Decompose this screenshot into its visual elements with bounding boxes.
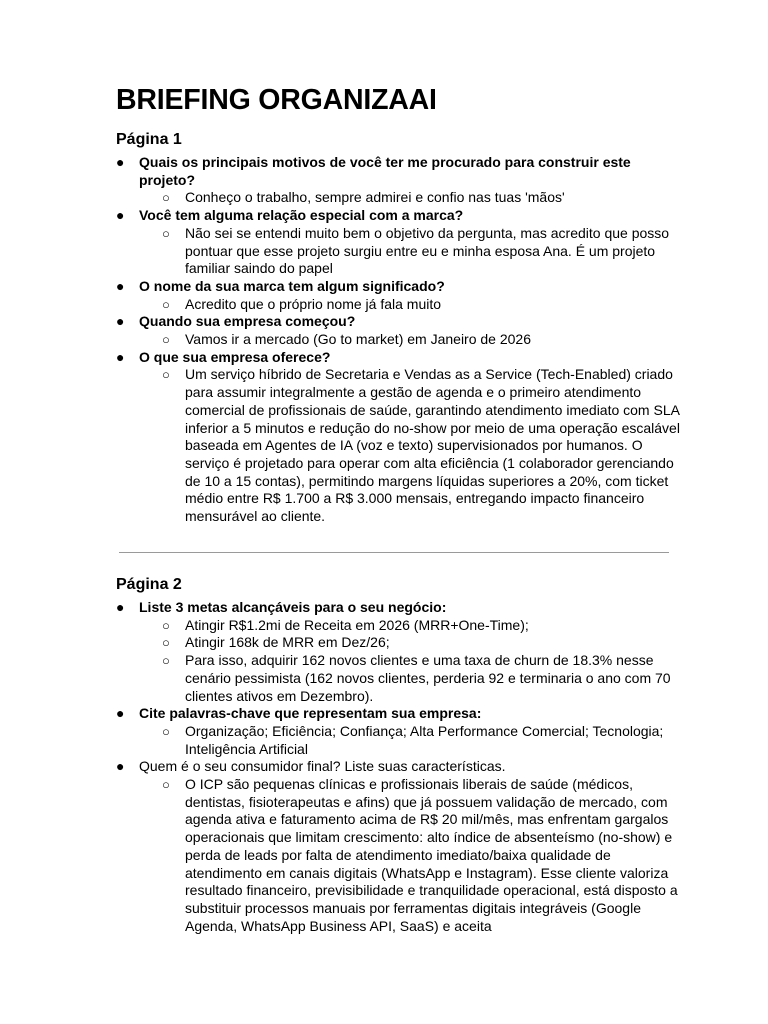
answer-item	[139, 189, 686, 207]
bullet-circle-icon: ○	[162, 617, 170, 633]
answer-list	[139, 617, 686, 706]
answer-list	[139, 331, 686, 349]
answer-list	[139, 189, 686, 207]
answer-text: Atingir R$1.2mi de Receita em 2026 (MRR+One-Time);	[185, 616, 529, 633]
bullet-dot-icon: ●	[116, 348, 125, 365]
question-list	[116, 599, 686, 935]
question-item	[116, 207, 686, 278]
answer-item	[139, 723, 686, 758]
answer-list	[139, 225, 686, 278]
answer-text: O ICP são pequenas clínicas e profissionais liberais de saúde (médicos, dentistas, fisioterapeutas e afins) que já possuem validação de mercado, com agenda ativa e faturamento acima de R$ 20 mil/mês, mas enfrentam gargalos operacionais que limitam crescimento: alto índice de absenteísmo (no-show) e perda de leads por falta de atendimento imediato/baixa qualidade de atendimento em canais digitais (WhatsApp e Instagram). Esse cliente valoriza resultado financeiro, previsibilidade e tranquilidade operacional, está disposto a substituir processos manuais por ferramentas digitais integráveis (Google Agenda, WhatsApp Business API, SaaS) e aceita	[185, 776, 678, 934]
answer-item	[139, 331, 686, 349]
answer-text: Organização; Eficiência; Confiança; Alta Performance Comercial; Tecnologia; Inteligência Artificial	[185, 722, 664, 757]
question-item	[116, 599, 686, 705]
question-text: Quem é o seu consumidor final? Liste suas características.	[139, 758, 506, 775]
question-text: Quais os principais motivos de você ter me procurado para construir este projeto?	[139, 154, 631, 188]
answer-list	[139, 723, 686, 758]
bullet-circle-icon: ○	[162, 367, 170, 383]
question-item	[116, 154, 686, 207]
question-text: O que sua empresa oferece?	[139, 348, 331, 365]
answer-text: Conheço o trabalho, sempre admirei e confio nas tuas 'mãos'	[185, 189, 565, 206]
answer-item	[139, 634, 686, 652]
answer-text: Não sei se entendi muito bem o objetivo da pergunta, mas acredito que posso pontuar que esse projeto surgiu entre eu e minha esposa Ana. É um projeto familiar saindo do papel	[185, 224, 670, 277]
question-item	[116, 349, 686, 526]
answer-item	[139, 225, 686, 278]
bullet-circle-icon: ○	[162, 296, 170, 312]
bullet-circle-icon: ○	[162, 777, 170, 793]
page-2-section	[116, 599, 686, 935]
bullet-dot-icon: ●	[116, 313, 125, 330]
page-divider	[119, 552, 669, 553]
bullet-dot-icon: ●	[116, 154, 125, 170]
answer-text: Para isso, adquirir 162 novos clientes e uma taxa de churn de 18.3% nesse cenário pessimista (162 novos clientes, perderia 92 e terminaria o ano com 70 clientes ativos em Dezembro).	[185, 652, 671, 704]
bullet-circle-icon: ○	[162, 332, 170, 348]
question-text: Quando sua empresa começou?	[139, 313, 356, 330]
answer-text: Acredito que o próprio nome já fala muito	[185, 295, 442, 312]
answer-item	[139, 296, 686, 314]
question-text: O nome da sua marca tem algum significado?	[139, 277, 445, 294]
answer-list	[139, 366, 686, 525]
bullet-circle-icon: ○	[162, 635, 170, 651]
answer-list	[139, 296, 686, 314]
bullet-circle-icon: ○	[162, 190, 170, 206]
page-2-heading: Página 2	[116, 576, 182, 593]
question-item	[116, 278, 686, 313]
bullet-dot-icon: ●	[116, 599, 125, 615]
question-text: Liste 3 metas alcançáveis para o seu negócio:	[139, 599, 447, 615]
page-1-heading: Página 1	[116, 131, 182, 148]
document-title: BRIEFING ORGANIZAAI	[116, 84, 437, 116]
bullet-circle-icon: ○	[162, 225, 170, 241]
bullet-dot-icon: ●	[116, 277, 125, 294]
answer-item	[139, 776, 686, 935]
bullet-circle-icon: ○	[162, 723, 170, 739]
answer-text: Atingir 168k de MRR em Dez/26;	[185, 634, 390, 651]
bullet-dot-icon: ●	[116, 758, 125, 775]
question-item	[116, 705, 686, 758]
answer-item	[139, 366, 686, 525]
bullet-dot-icon: ●	[116, 705, 125, 722]
answer-item	[139, 652, 686, 705]
bullet-dot-icon: ●	[116, 207, 125, 224]
answer-item	[139, 617, 686, 635]
question-item	[116, 313, 686, 348]
question-text: Você tem alguma relação especial com a marca?	[139, 207, 464, 224]
answer-list	[139, 776, 686, 935]
question-item	[116, 758, 686, 935]
question-text: Cite palavras-chave que representam sua empresa:	[139, 705, 482, 722]
answer-text: Um serviço híbrido de Secretaria e Vendas as a Service (Tech-Enabled) criado para assumir integralmente a gestão de agenda e o primeiro atendimento comercial de profissionais de saúde, garantindo atendimento imediato com SLA inferior a 5 minutos e redução do no-show por meio de uma operação escalável baseada em Agentes de IA (voz e texto) supervisionados por humanos. O serviço é projetado para operar com alta eficiência (1 colaborador gerenciando de 10 a 15 contas), permitindo margens líquidas superiores a 20%, com ticket médio entre R$ 1.700 a R$ 3.000 mensais, entregando impacto financeiro mensurável ao cliente.	[185, 366, 680, 525]
bullet-circle-icon: ○	[162, 653, 170, 669]
answer-text: Vamos ir a mercado (Go to market) em Janeiro de 2026	[185, 331, 532, 348]
question-list	[116, 154, 686, 526]
page-1-section	[116, 154, 686, 526]
